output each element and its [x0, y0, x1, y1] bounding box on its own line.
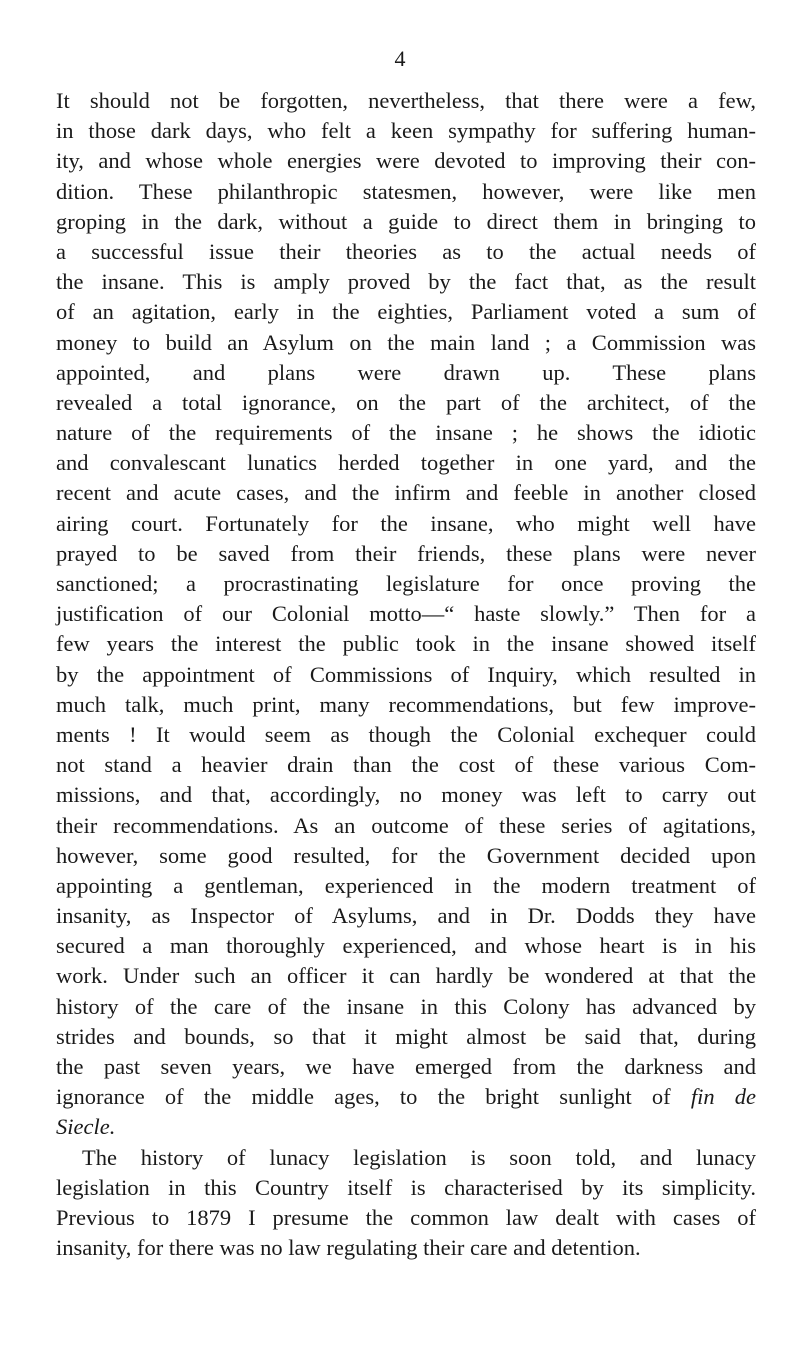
paragraph: [56, 1143, 756, 1264]
text-line: [56, 841, 756, 871]
paragraph: [56, 86, 756, 1143]
page-number: 4: [394, 46, 406, 71]
text-run: revealed a total ignorance, on the part of the architect, of the: [56, 389, 756, 415]
text-run: ity, and whose whole energies were devoted to improving their con-: [56, 148, 756, 174]
text-line: [56, 871, 756, 901]
text-run: however, some good resulted, for the Government decided upon: [56, 842, 756, 868]
text-line: [56, 358, 756, 388]
text-line: [56, 116, 756, 146]
text-line: [56, 901, 756, 931]
text-line: [56, 1052, 756, 1082]
text-line: [56, 328, 756, 358]
text-line: [56, 690, 756, 720]
text-run: of an agitation, early in the eighties, Parliament voted a sum of: [56, 299, 756, 325]
text-run: nature of the requirements of the insane ; he shows the idiotic: [56, 420, 756, 446]
text-run: their recommendations. As an outcome of these series of agitations,: [56, 812, 756, 838]
text-line: [56, 448, 756, 478]
text-run: appointing a gentleman, experienced in the modern treatment of: [56, 872, 756, 898]
text-run: and convalescant lunatics herded together in one yard, and the: [56, 450, 756, 476]
text-line: [56, 1022, 756, 1052]
text-line: [56, 237, 756, 267]
text-run: recent and acute cases, and the infirm and feeble in another closed: [56, 480, 756, 506]
text-line: The history of lunacy legislation is soon told, and lunacy: [82, 1144, 756, 1170]
text-run: airing court. Fortunately for the insane, who might well have: [56, 510, 756, 536]
text-line: [56, 267, 756, 297]
text-run: sanctioned; a procrastinating legislature for once proving the: [56, 571, 756, 596]
text-run: strides and bounds, so that it might almost be said that, during: [56, 1023, 756, 1049]
text-run: missions, and that, accordingly, no money was left to carry out: [56, 782, 756, 808]
text-line: [56, 478, 756, 508]
text-line: [56, 660, 756, 690]
text-line: [56, 629, 756, 659]
text-run: work. Under such an officer it can hardly be wondered at that the: [56, 963, 756, 989]
body-text: [56, 86, 756, 1263]
italic-phrase: Siecle.: [56, 1114, 116, 1140]
text-line: [56, 207, 756, 237]
text-run: much talk, much print, many recommendations, but few improve-: [56, 691, 756, 717]
text-run: history of the care of the insane in this Colony has advanced by: [56, 993, 756, 1019]
text-line: [56, 509, 756, 539]
text-line: [56, 1082, 756, 1112]
text-run: appointed, and plans were drawn up. These plans: [56, 359, 756, 385]
text-line: [56, 720, 756, 750]
text-run: ignorance of the middle ages, to the bright sunlight of: [56, 1084, 671, 1110]
text-line: [56, 992, 756, 1022]
text-run: prayed to be saved from their friends, these plans were never: [56, 540, 756, 566]
text-line: [56, 780, 756, 810]
text-run: ments ! It would seem as though the Colonial exchequer could: [56, 721, 756, 747]
text-line: [56, 297, 756, 327]
text-line: [56, 388, 756, 418]
text-run: not stand a heavier drain than the cost of these various Com-: [56, 752, 756, 778]
text-line: [56, 811, 756, 841]
text-line: Previous to 1879 I presume the common law dealt with cases of: [56, 1204, 756, 1230]
text-run: dition. These philanthropic statesmen, however, were like men: [56, 178, 756, 204]
text-run: a successful issue their theories as to the actual needs of: [56, 238, 756, 264]
text-line: [56, 86, 756, 116]
text-line: legislation in this Country itself is characterised by its simplicity.: [56, 1174, 756, 1200]
text-line: [56, 539, 756, 569]
text-run: justification of our Colonial motto—“ haste slowly.” Then for a: [56, 601, 756, 627]
text-run: by the appointment of Commissions of Inquiry, which resulted in: [56, 661, 756, 687]
text-line: [56, 569, 756, 599]
text-line: [56, 961, 756, 991]
text-run: the insane. This is amply proved by the fact that, as the result: [56, 269, 756, 295]
text-line: [56, 418, 756, 448]
text-line: [56, 931, 756, 961]
italic-phrase: fin de: [690, 1084, 756, 1110]
text-run: the past seven years, we have emerged from the darkness and: [56, 1054, 756, 1079]
text-line: [56, 146, 756, 176]
text-line: [56, 177, 756, 207]
text-run: groping in the dark, without a guide to direct them in bringing to: [56, 208, 756, 234]
text-run: in those dark days, who felt a keen sympathy for suffering human-: [56, 118, 756, 144]
text-line: [56, 750, 756, 780]
text-run: money to build an Asylum on the main land ; a Commission was: [56, 329, 756, 355]
text-line: [56, 599, 756, 629]
text-run: It should not be forgotten, nevertheless, that there were a few,: [56, 88, 756, 113]
text-run: secured a man thoroughly experienced, and whose heart is in his: [56, 933, 756, 959]
text-run: insanity, as Inspector of Asylums, and in Dr. Dodds they have: [56, 903, 756, 929]
text-line: insanity, for there was no law regulating their care and detention.: [56, 1235, 641, 1261]
text-run: few years the interest the public took in the insane showed itself: [56, 631, 756, 657]
